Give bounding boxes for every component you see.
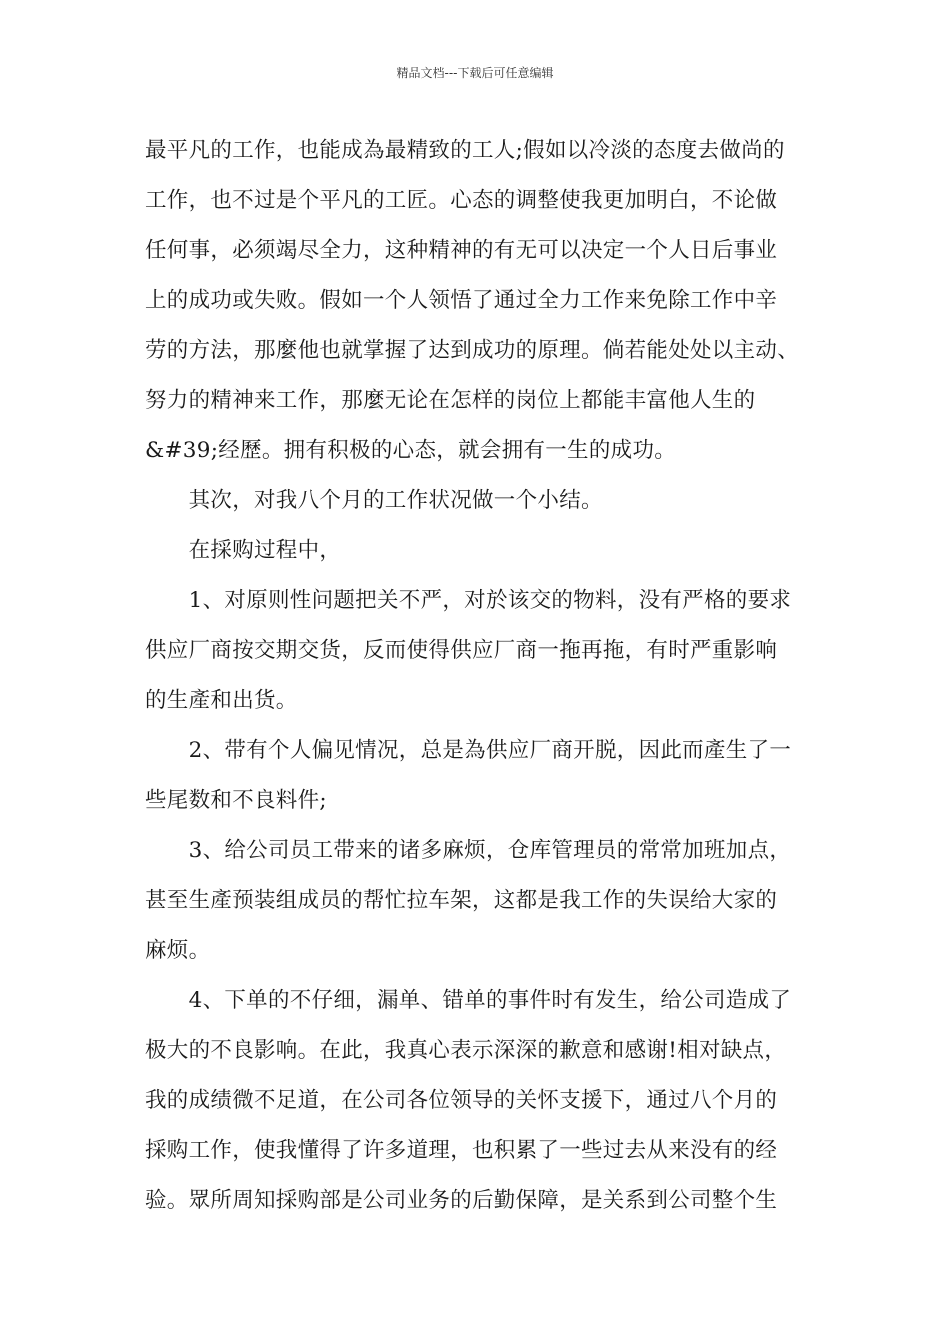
text-line: 的生產和出货。 bbox=[145, 688, 298, 713]
text-line: 工作，也不过是个平凡的工匠。心态的调整使我更加明白，不论做 bbox=[145, 188, 778, 213]
text-line: 努力的精神来工作，那麼无论在怎样的岗位上都能丰富他人生的 bbox=[145, 388, 756, 413]
text-line: 2、带有个人偏见情况，总是為供应厂商开脱，因此而產生了一 bbox=[145, 738, 792, 763]
text-line: 採购工作，使我懂得了许多道理，也积累了一些过去从来没有的经 bbox=[145, 1138, 778, 1163]
text-line: 4、下单的不仔细，漏单、错单的事件时有发生，给公司造成了 bbox=[145, 988, 792, 1013]
text-line: 上的成功或失败。假如一个人领悟了通过全力工作来免除工作中辛 bbox=[145, 288, 778, 313]
text-line: 些尾数和不良料件; bbox=[145, 788, 327, 813]
text-line: 任何事，必须竭尽全力，这种精神的有无可以决定一个人日后事业 bbox=[145, 238, 778, 263]
text-line: 在採购过程中， bbox=[145, 538, 342, 563]
text-line: 1、对原则性问题把关不严，对於该交的物料，没有严格的要求 bbox=[145, 588, 792, 613]
text-line: 麻烦。 bbox=[145, 938, 211, 963]
text-line: 最平凡的工作，也能成為最精致的工人;假如以冷淡的态度去做尚的 bbox=[145, 138, 785, 163]
text-line: 甚至生產预装组成员的帮忙拉车架，这都是我工作的失误给大家的 bbox=[145, 888, 778, 913]
text-line: 其次，对我八个月的工作状况做一个小结。 bbox=[145, 488, 603, 513]
page-header: 精品文档---下载后可任意编辑 bbox=[396, 66, 554, 80]
text-line: 劳的方法，那麼他也就掌握了达到成功的原理。倘若能处处以主动、 bbox=[145, 338, 800, 363]
text-line: 验。眾所周知採购部是公司业务的后勤保障，是关系到公司整个生 bbox=[145, 1188, 778, 1213]
text-line: 极大的不良影响。在此，我真心表示深深的歉意和感谢!相对缺点， bbox=[145, 1038, 787, 1063]
text-line: &#39;经歷。拥有积极的心态，就会拥有一生的成功。 bbox=[145, 438, 677, 463]
text-line: 3、给公司员工带来的诸多麻烦，仓库管理员的常常加班加点， bbox=[145, 838, 792, 863]
text-line: 我的成绩微不足道，在公司各位领导的关怀支援下，通过八个月的 bbox=[145, 1088, 778, 1113]
text-line: 供应厂商按交期交货，反而使得供应厂商一拖再拖，有时严重影响 bbox=[145, 638, 778, 663]
